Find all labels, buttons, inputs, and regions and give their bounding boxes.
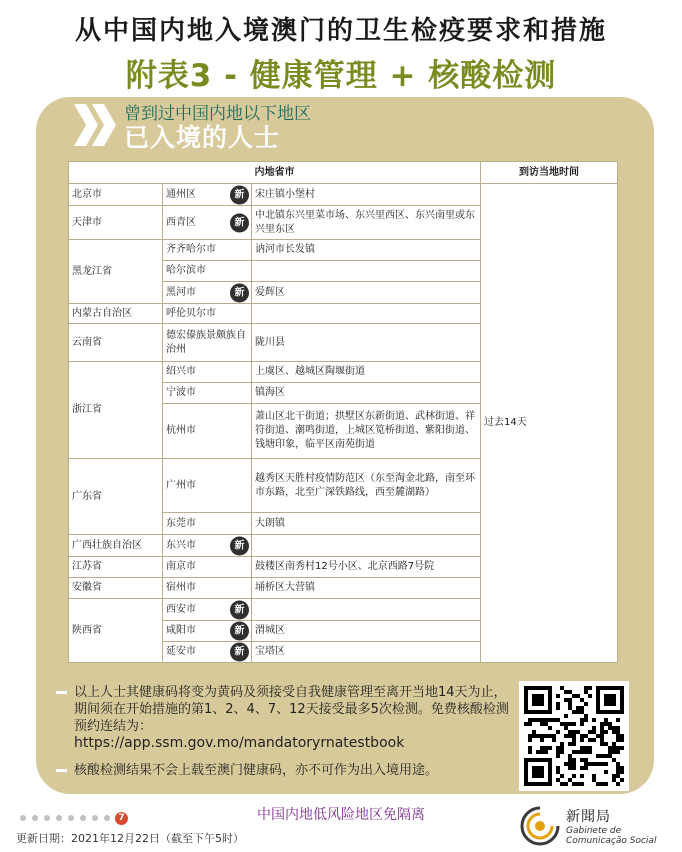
new-badge: 新 — [230, 213, 249, 232]
province-cell: 北京市 — [69, 184, 163, 206]
region-table — [68, 161, 618, 663]
city-cell: 西青区 新 — [163, 206, 252, 240]
area-cell: 埇桥区大营镇 — [252, 578, 481, 599]
col-header-region: 内地省市 — [69, 162, 481, 184]
note-2 — [56, 762, 514, 779]
new-badge: 新 — [230, 622, 249, 641]
new-badge: 新 — [230, 536, 249, 555]
page-dot-active[interactable]: 7 — [115, 812, 128, 825]
city-cell: 杭州市 — [163, 404, 252, 459]
page-title: 从中国内地入境澳门的卫生检疫要求和措施 — [74, 16, 607, 46]
org-name-pt: Gabinete de Comunicação Social — [566, 826, 657, 846]
qr-code[interactable] — [519, 681, 629, 791]
city-cell: 广州市 — [163, 459, 252, 513]
province-cell: 广东省 — [69, 459, 163, 535]
area-cell: 讷河市长发镇 — [252, 240, 481, 261]
province-cell: 陕西省 — [69, 599, 163, 663]
area-cell: 中北镇东兴里菜市场、东兴里西区、东兴南里或东兴里东区 — [252, 206, 481, 240]
dash-bullet — [56, 769, 67, 772]
area-cell: 鼓楼区南秀村12号小区、北京西路7号院 — [252, 557, 481, 578]
province-cell: 广西壮族自治区 — [69, 535, 163, 557]
province-cell: 江苏省 — [69, 557, 163, 578]
dash-bullet — [56, 691, 67, 694]
test-booking-link[interactable]: https://app.ssm.gov.mo/mandatoryrnatestbook — [74, 735, 405, 751]
updated-date: 更新日期：2021年12月22日（截至下午5时） — [16, 832, 244, 845]
new-badge: 新 — [230, 600, 249, 619]
area-cell: 上虞区、越城区陶堰街道 — [252, 362, 481, 383]
city-cell: 宿州市 — [163, 578, 252, 599]
area-cell: 萧山区北干街道；拱墅区东新街道、武林街道、祥符街道、潮鸣街道，上城区笕桥街道、紫阳街道、钱塘印象，临平区南苑街道 — [252, 404, 481, 459]
gcs-logo — [512, 804, 672, 850]
area-cell — [252, 599, 481, 621]
qr-code-icon — [524, 686, 624, 786]
province-cell: 安徽省 — [69, 578, 163, 599]
city-cell: 绍兴市 — [163, 362, 252, 383]
note-1-text: 以上人士其健康码将变为黄码及须接受自我健康管理至离开当地14天为止，期间须在开始措施的第1、2、4、7、12天接受最多5次检测。免费核酸检测预约连结为： — [74, 685, 509, 734]
city-cell: 黑河市 新 — [163, 282, 252, 304]
area-cell: 陇川县 — [252, 324, 481, 362]
page-subtitle: 附表3 - 健康管理 + 核酸检测 — [125, 58, 557, 94]
area-cell: 宋庄镇小堡村 — [252, 184, 481, 206]
city-cell: 德宏傣族景颇族自治州 — [163, 324, 252, 362]
note-1 — [56, 684, 514, 752]
area-cell — [252, 304, 481, 324]
area-cell: 爱辉区 — [252, 282, 481, 304]
banner-line1: 曾到过中国内地以下地区 — [124, 104, 311, 124]
area-cell — [252, 261, 481, 282]
city-cell: 通州区 新 — [163, 184, 252, 206]
city-cell: 延安市 新 — [163, 642, 252, 663]
area-cell: 大朗镇 — [252, 513, 481, 535]
province-cell: 云南省 — [69, 324, 163, 362]
city-cell: 宁波市 — [163, 383, 252, 404]
city-cell: 西安市 新 — [163, 599, 252, 621]
province-cell: 浙江省 — [69, 362, 163, 459]
province-cell: 内蒙古自治区 — [69, 304, 163, 324]
city-cell: 呼伦贝尔市 — [163, 304, 252, 324]
area-cell — [252, 535, 481, 557]
area-cell: 越秀区天胜村疫情防范区（东至淘金北路，南至环市东路，北至广深铁路线，西至麓湖路） — [252, 459, 481, 513]
gcs-emblem-icon — [518, 804, 562, 848]
area-cell: 渭城区 — [252, 621, 481, 642]
col-header-time: 到访当地时间 — [481, 162, 618, 184]
new-badge: 新 — [230, 643, 249, 662]
area-cell: 宝塔区 — [252, 642, 481, 663]
note-2-text: 核酸检测结果不会上载至澳门健康码，亦不可作为出入境用途。 — [74, 763, 439, 778]
city-cell: 齐齐哈尔市 — [163, 240, 252, 261]
period-cell: 过去14天 — [481, 184, 618, 663]
province-cell: 黑龙江省 — [69, 240, 163, 304]
area-cell: 镇海区 — [252, 383, 481, 404]
bottom-label: 中国内地低风险地区免隔离 — [257, 807, 425, 823]
new-badge: 新 — [230, 283, 249, 302]
city-cell: 东莞市 — [163, 513, 252, 535]
chevron-right-icon — [72, 102, 120, 148]
city-cell: 东兴市 新 — [163, 535, 252, 557]
city-cell: 哈尔滨市 — [163, 261, 252, 282]
city-cell: 南京市 — [163, 557, 252, 578]
city-cell: 咸阳市 新 — [163, 621, 252, 642]
org-name-zh: 新聞局 — [566, 809, 611, 825]
province-cell: 天津市 — [69, 206, 163, 240]
new-badge: 新 — [230, 185, 249, 204]
banner-line2: 已入境的人士 — [124, 123, 281, 152]
